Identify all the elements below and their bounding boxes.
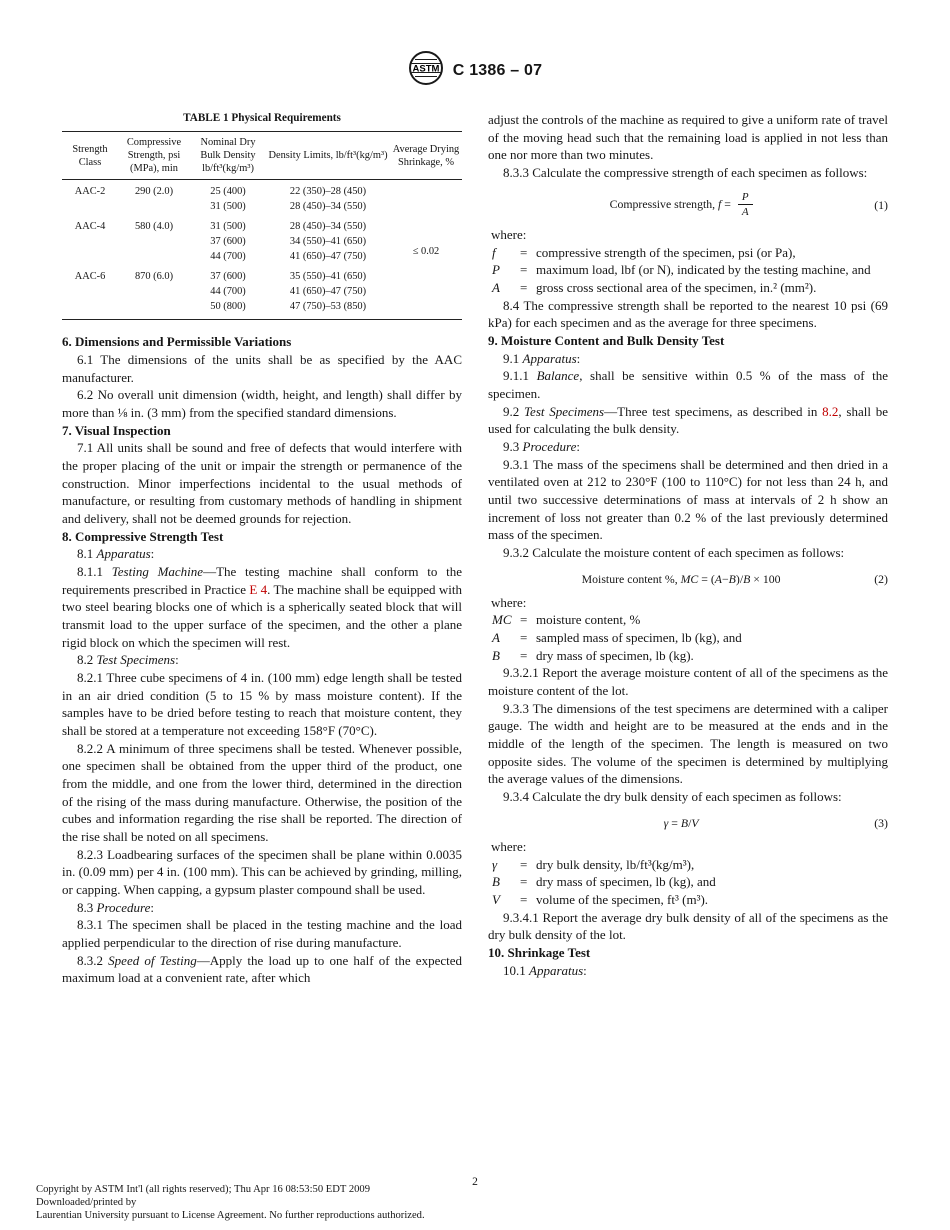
paragraph-8-2-3: 8.2.3 Loadbearing surfaces of the specimen shall be plane within 0.0035 in. (0.09 mm) per 4 in. (100 mm). This can be achieved by grinding, milling, or capping. When capping, a gypsum plaster compound shall be used. xyxy=(62,846,462,898)
cell-strength-class xyxy=(62,299,118,320)
page-number: 2 xyxy=(472,1176,478,1188)
equation-3 xyxy=(488,815,888,831)
table-row xyxy=(62,180,462,200)
where-definition: volume of the specimen, ft³ (m³). xyxy=(536,891,709,907)
link-e4[interactable]: E 4 xyxy=(249,581,268,597)
paragraph-8-1: 8.1 Apparatus: xyxy=(77,546,155,562)
equation-3-number: (3) xyxy=(874,815,888,830)
where-equals: = xyxy=(520,244,528,260)
where-definition: dry bulk density, lb/ft³(kg/m³), xyxy=(536,856,695,872)
physical-requirements-table xyxy=(62,131,462,320)
paragraph-8-3-1: 8.3.1 The specimen shall be placed in the testing machine and the load applied perpendicular to the direction of rise during manufacture. xyxy=(62,917,462,951)
equation-2 xyxy=(488,571,888,587)
paragraph-10-1: 10.1 Apparatus: xyxy=(503,962,587,978)
copyright-line-1: Copyright by ASTM Int'l (all rights reserved); Thu Apr 16 08:53:50 EDT 2009 xyxy=(36,1184,371,1196)
right-column xyxy=(488,111,888,987)
cell-compressive-strength: 580 (4.0) xyxy=(134,221,174,233)
where-definitions xyxy=(488,244,888,297)
cell-bulk-density: 25 (400) xyxy=(210,186,246,198)
paragraph-6-2: 6.2 No overall unit dimension (width, height, and length) shall differ by more than ⅛ in. (3 mm) from the specified standard dimensions. xyxy=(62,387,462,420)
copyright-block xyxy=(36,1184,425,1223)
cell-compressive-strength: 870 (6.0) xyxy=(134,271,174,283)
cell-bulk-density: 31 (500) xyxy=(210,201,246,213)
where-list-1 xyxy=(488,226,888,297)
where-equals: = xyxy=(520,262,528,278)
paragraph-9-3-2: 9.3.2 Calculate the moisture content of each specimen as follows: xyxy=(503,545,845,561)
cell-bulk-density: 44 (700) xyxy=(210,286,246,298)
cell-compressive-strength xyxy=(118,284,190,299)
where-term: B xyxy=(492,647,500,663)
astm-logo-icon xyxy=(408,50,444,91)
where-term: V xyxy=(492,891,500,907)
paragraph-9-3-1: 9.3.1 The mass of the specimens shall be determined and then dried in a ventilated oven at 212 to 230°F (100 to 110°C) for not less than 24 h, and until two successive determinations of mass at intervals of 2 h show an increment of loss not greater than 0.2 % of the last previously determined mass of the specimen. xyxy=(488,456,888,543)
where-list-2 xyxy=(488,594,888,665)
paragraph-9-3-4: 9.3.4 Calculate the dry bulk density of each specimen as follows: xyxy=(503,789,842,805)
where-term: MC xyxy=(492,612,512,628)
paragraph-8-2: 8.2 Test Specimens: xyxy=(77,652,179,668)
cell-compressive-strength xyxy=(118,249,190,264)
where-term: P xyxy=(492,262,500,278)
where-definition: maximum load, lbf (or N), indicated by the testing machine, and xyxy=(536,262,871,278)
where-definition: sampled mass of specimen, lb (kg), and xyxy=(536,630,742,646)
where-term: f xyxy=(492,244,496,260)
cell-drying-shrinkage: ≤ 0.02 xyxy=(412,246,440,258)
where-equals: = xyxy=(520,891,528,907)
where-label: where: xyxy=(491,226,527,242)
cell-compressive-strength xyxy=(118,234,190,249)
where-definitions xyxy=(488,856,888,909)
paragraph-8-4: 8.4 The compressive strength shall be reported to the nearest 10 psi (69 kPa) for each specimen and as the average for three specimens. xyxy=(488,297,888,331)
astm-logo-text: ASTM xyxy=(412,63,440,75)
table-header-row xyxy=(62,132,462,180)
where-term: A xyxy=(492,630,500,646)
cell-compressive-strength xyxy=(118,299,190,320)
where-term: γ xyxy=(492,856,498,872)
equation-1-number: (1) xyxy=(874,197,888,212)
cell-bulk-density: 50 (800) xyxy=(210,301,246,313)
paragraph-9-3-3: 9.3.3 The dimensions of the test specimens are determined with a caliper gauge. The width and height are to be measured at the ends and in the middle of the length of the specimen. The length is measured on two opposite sides. The volume of the specimen is determined by multiplying the average values of the dimensions. xyxy=(488,700,888,787)
col-header-strength-class: Strength Class xyxy=(62,132,118,180)
cell-strength-class: AAC-4 xyxy=(74,221,106,233)
equation-2-body: Moisture content %, MC = (A−B)/B × 100 xyxy=(581,571,781,586)
where-definitions xyxy=(488,611,888,664)
document-designation: C 1386 – 07 xyxy=(452,61,543,79)
where-equals: = xyxy=(520,647,528,663)
cell-bulk-density: 31 (500) xyxy=(210,221,246,233)
section-heading-6: 6. Dimensions and Permissible Variations xyxy=(62,334,292,350)
paragraph-9-2: 9.2 Test Specimens—Three test specimens, as described in 8.2, shall be used for calculating the bulk density. xyxy=(488,403,889,437)
cell-density-limits: 41 (650)–47 (750) xyxy=(289,251,367,263)
paragraph-8-3-2: 8.3.2 Speed of Testing—Apply the load up to one half of the expected maximum load at a convenient rate, after which xyxy=(62,952,462,986)
where-equals: = xyxy=(520,874,528,890)
cell-compressive-strength: 290 (2.0) xyxy=(134,186,174,198)
paragraph-9-1-1: 9.1.1 Balance, shall be sensitive within 0.5 % of the mass of the specimen. xyxy=(488,368,888,402)
where-definition: dry mass of specimen, lb (kg), and xyxy=(536,874,716,890)
where-definition: moisture content, % xyxy=(536,612,641,628)
section-heading-8: 8. Compressive Strength Test xyxy=(62,528,224,544)
two-column-body xyxy=(62,111,888,987)
equation-1-fraction xyxy=(738,191,753,219)
where-term: A xyxy=(492,279,500,295)
physical-requirements-table-block xyxy=(62,111,462,320)
equation-1-lhs: f xyxy=(718,196,722,211)
section-heading-10: 10. Shrinkage Test xyxy=(488,944,591,960)
fraction-numerator: P xyxy=(738,191,753,206)
paragraph-7-1: 7.1 All units shall be sound and free of defects that would interfere with the proper placing of the unit or impair the strength or permanence of the construction. Minor imperfections incidental to the usual methods of manufacture, or resulting from customary methods of handling in shipment and delivery, shall not be deemed grounds for rejection. xyxy=(62,440,462,526)
copyright-line-3: Laurentian University pursuant to License Agreement. No further reproductions authorized. xyxy=(36,1210,425,1222)
where-equals: = xyxy=(520,630,528,646)
cell-strength-class: AAC-2 xyxy=(74,186,106,198)
where-label: where: xyxy=(491,594,527,610)
cell-bulk-density: 44 (700) xyxy=(210,251,246,263)
paragraph-9-3: 9.3 Procedure: xyxy=(503,439,581,455)
equation-2-number: (2) xyxy=(874,571,888,586)
paragraph-8-1-1: 8.1.1 Testing Machine—The testing machine shall conform to the requirements prescribed in Practice E 4. The machine shall be equipped with two steel bearing blocks one of which is a spherically seated block that will transmit load to the upper surface of the specimen, and the other a plane rigid block on which the specimen will rest. xyxy=(62,563,462,650)
cell-density-limits: 34 (550)–41 (650) xyxy=(289,236,367,248)
equation-1-prefix: Compressive strength, xyxy=(609,196,719,211)
cell-density-limits: 41 (650)–47 (750) xyxy=(289,286,367,298)
paragraph-8-2-1: 8.2.1 Three cube specimens of 4 in. (100 mm) edge length shall be tested in an air dried condition (5 to 15 % by mass moisture content). If the samples have to be dried before testing to reach that moisture content, they shall be stored at a temperature not exceeding 158°F (70°C). xyxy=(62,670,462,739)
paragraph-9-3-2-1: 9.3.2.1 Report the average moisture content of all of the specimens as the moisture content of the lot. xyxy=(488,665,888,699)
col-header-density-limits: Density Limits, lb/ft³(kg/m³) xyxy=(266,132,390,180)
cell-strength-class xyxy=(62,284,118,299)
paragraph-9-3-4-1: 9.3.4.1 Report the average dry bulk density of all of the specimens as the dry bulk density of the lot. xyxy=(488,909,888,943)
paragraph-8-3-3: 8.3.3 Calculate the compressive strength of each specimen as follows: xyxy=(503,165,868,181)
table-title: TABLE 1 Physical Requirements xyxy=(183,112,341,124)
where-label: where: xyxy=(491,838,527,854)
cell-density-limits: 28 (450)–34 (550) xyxy=(289,221,367,233)
cell-density-limits: 47 (750)–53 (850) xyxy=(289,301,367,313)
copyright-line-2: Downloaded/printed by xyxy=(36,1197,137,1209)
where-equals: = xyxy=(520,856,528,872)
where-definition: gross cross sectional area of the specimen, in.² (mm²). xyxy=(536,279,817,295)
cell-density-limits: 35 (550)–41 (650) xyxy=(289,271,367,283)
cell-strength-class xyxy=(62,199,118,214)
left-column xyxy=(62,111,462,987)
col-header-compressive-strength: Compressive Strength, psi (MPa), min xyxy=(118,132,190,180)
document-header xyxy=(62,50,888,91)
where-equals: = xyxy=(520,612,528,628)
paragraph-8-3-2-continued: adjust the controls of the machine as required to give a uniform rate of travel of the moving head such that the remaining load is applied in not less than one nor more than two minutes. xyxy=(488,112,888,163)
col-header-average-drying-shrinkage: Average Drying Shrinkage, % xyxy=(390,132,462,180)
cell-strength-class: AAC-6 xyxy=(74,271,106,283)
cell-strength-class xyxy=(62,234,118,249)
equation-1-body xyxy=(488,191,874,219)
col-header-nominal-dry-bulk-density: Nominal Dry Bulk Density lb/ft³(kg/m³) xyxy=(190,132,266,180)
cell-bulk-density: 37 (600) xyxy=(210,236,246,248)
where-term: B xyxy=(492,874,500,890)
equation-3-body: γ = B/V xyxy=(663,815,699,830)
section-heading-9: 9. Moisture Content and Bulk Density Test xyxy=(488,333,725,348)
cell-density-limits: 28 (450)–34 (550) xyxy=(289,201,367,213)
where-list-3 xyxy=(488,838,888,909)
paragraph-9-1: 9.1 Apparatus: xyxy=(503,350,581,366)
link-8-2[interactable]: 8.2 xyxy=(822,403,839,419)
where-definition: dry mass of specimen, lb (kg). xyxy=(536,647,694,663)
cell-compressive-strength xyxy=(118,199,190,214)
paragraph-8-3: 8.3 Procedure: xyxy=(77,899,155,915)
where-equals: = xyxy=(520,279,528,295)
where-definition: compressive strength of the specimen, psi (or Pa), xyxy=(536,244,796,260)
equation-1 xyxy=(488,191,888,219)
paragraph-8-2-2: 8.2.2 A minimum of three specimens shall be tested. Whenever possible, one specimen shall be obtained from the upper third of the product, one from the middle, and one from the lower third, determined in the direction of the rising of the mass during manufacture. Otherwise, the position of the cubes and information regarding the rise shall be reported. The direction of the rise shall be noted on all specimens. xyxy=(62,740,462,845)
section-heading-7: 7. Visual Inspection xyxy=(62,422,171,438)
cell-density-limits: 22 (350)–28 (450) xyxy=(289,186,367,198)
equation-1-equals: = xyxy=(721,196,734,211)
fraction-denominator: A xyxy=(741,206,749,219)
cell-bulk-density: 37 (600) xyxy=(210,271,246,283)
paragraph-6-1: 6.1 The dimensions of the units shall be as specified by the AAC manufacturer. xyxy=(62,351,462,385)
cell-strength-class xyxy=(62,249,118,264)
